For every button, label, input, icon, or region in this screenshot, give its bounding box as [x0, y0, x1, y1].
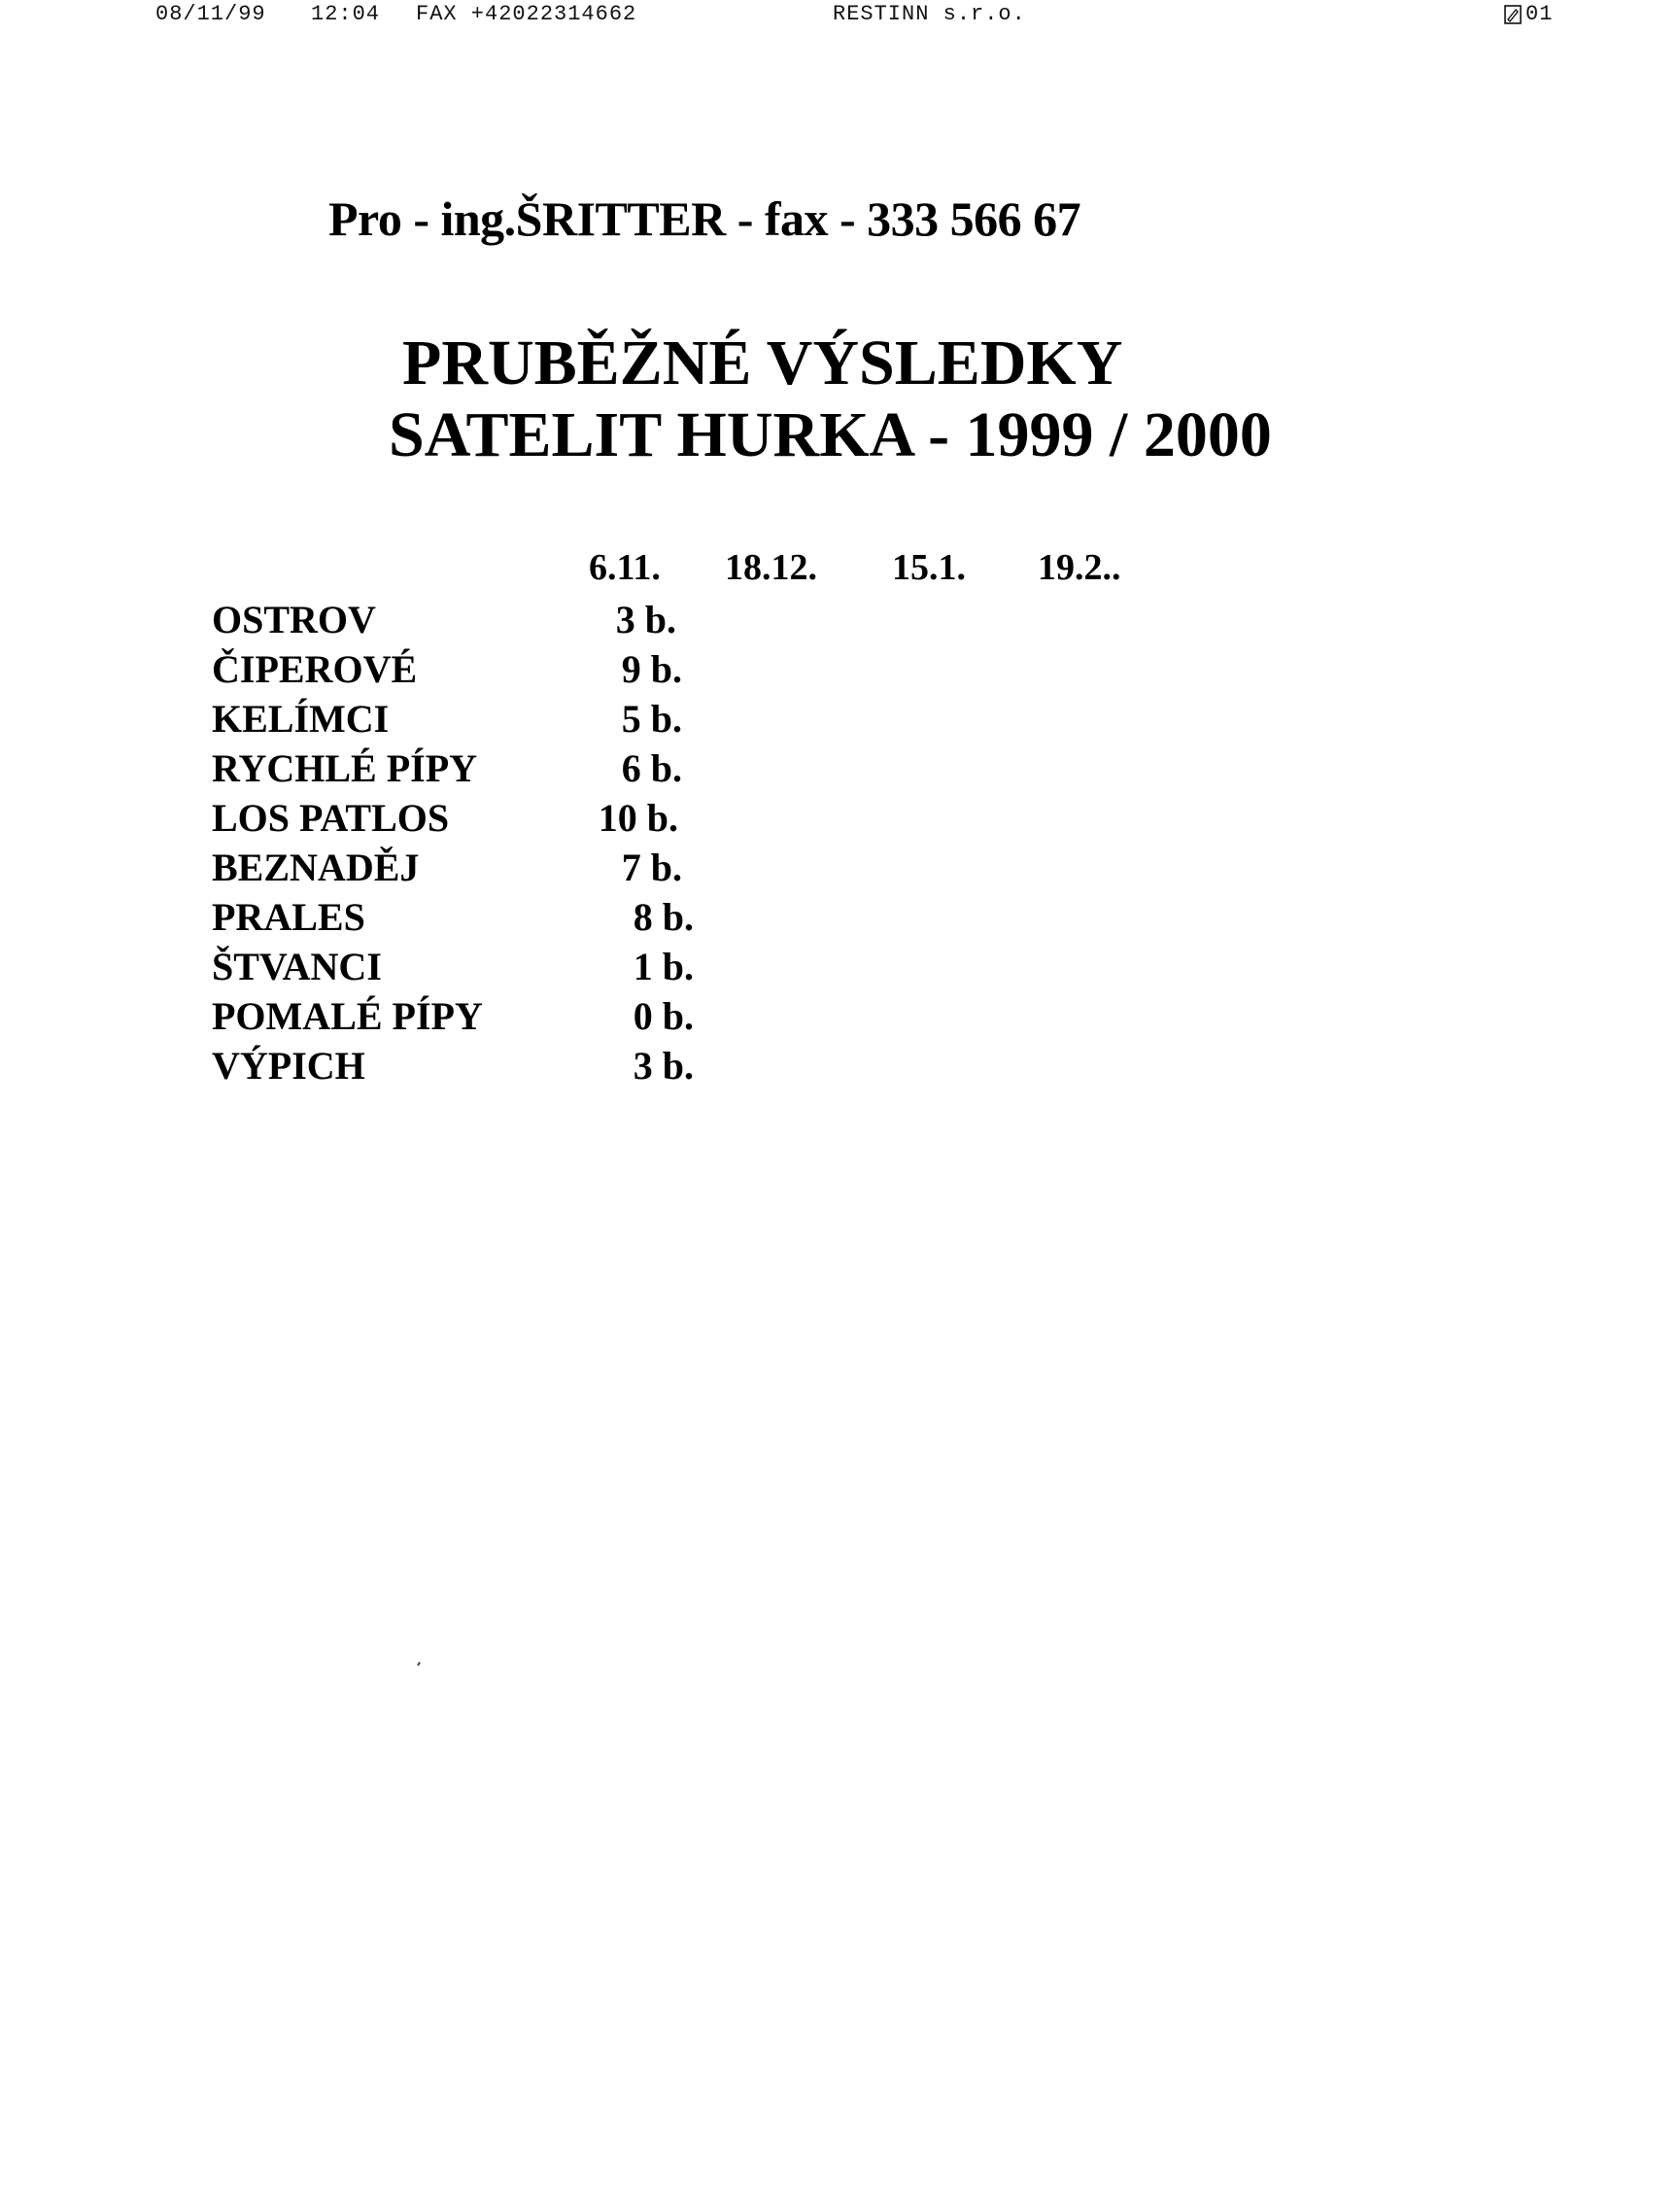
- team-name: VÝPICH: [212, 1044, 365, 1088]
- team-score: 10 b.: [598, 796, 678, 840]
- scan-speck: [417, 1662, 421, 1666]
- fax-header-number: FAX +42022314662: [416, 2, 637, 26]
- team-name: ŠTVANCI: [212, 945, 382, 988]
- recipient-line: Pro - ing.ŠRITTER - fax - 333 566 67: [328, 191, 1081, 246]
- team-score: 6 b.: [621, 746, 682, 790]
- fax-header-date: 08/11/99: [155, 2, 266, 26]
- date-column-header: 18.12.: [725, 547, 817, 588]
- team-name: ČIPEROVÉ: [212, 647, 418, 691]
- team-name: PRALES: [212, 895, 365, 939]
- document-subtitle: SATELIT HURKA - 1999 / 2000: [389, 399, 1272, 470]
- team-name: KELÍMCI: [212, 697, 390, 741]
- fax-header-time: 12:04: [311, 2, 381, 26]
- team-score: 8 b.: [633, 895, 694, 939]
- team-name: LOS PATLOS: [212, 796, 450, 840]
- document-title: PRUBĚŽNÉ VÝSLEDKY: [402, 328, 1123, 398]
- team-score: 5 b.: [621, 697, 682, 741]
- team-name: BEZNADĚJ: [212, 846, 420, 889]
- team-score: 9 b.: [621, 647, 682, 691]
- team-score: 3 b.: [633, 1044, 694, 1088]
- team-score: 7 b.: [621, 846, 682, 889]
- date-column-header: 15.1.: [892, 547, 966, 588]
- fax-header-page: [1504, 2, 1553, 26]
- team-score: 3 b.: [615, 598, 676, 641]
- date-column-header: 19.2..: [1038, 547, 1121, 588]
- fax-page-number: 01: [1525, 2, 1554, 26]
- page-icon: [1504, 5, 1522, 24]
- fax-header-company: RESTINN s.r.o.: [833, 2, 1026, 26]
- team-name: OSTROV: [212, 598, 376, 641]
- team-name: POMALÉ PÍPY: [212, 994, 483, 1038]
- team-score: 1 b.: [633, 945, 694, 988]
- team-score: 0 b.: [633, 994, 694, 1038]
- team-name: RYCHLÉ PÍPY: [212, 746, 478, 790]
- date-column-header: 6.11.: [589, 547, 661, 588]
